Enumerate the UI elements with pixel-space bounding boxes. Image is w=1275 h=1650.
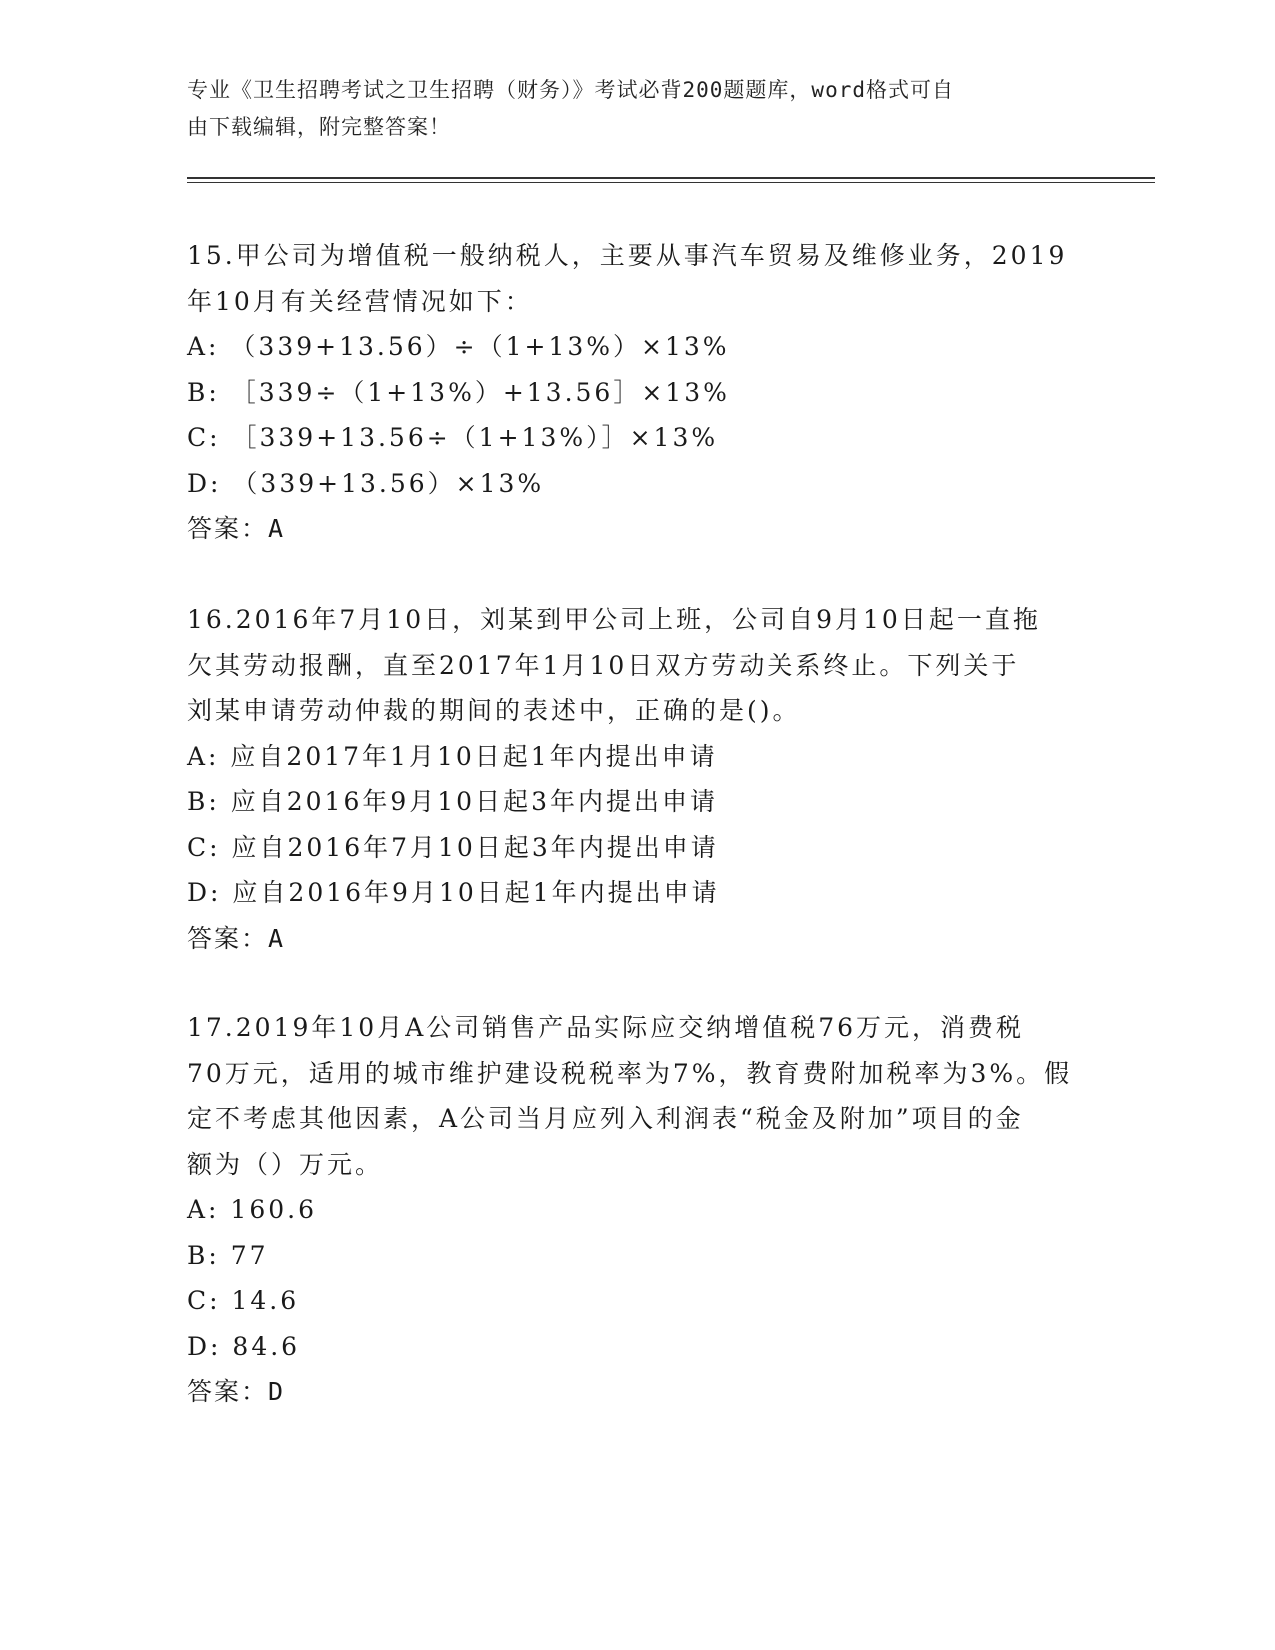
option-b: B: ［339÷（1+13%）+13.56］×13% (187, 377, 730, 407)
option-d: D: （339+13.56）×13% (187, 468, 545, 498)
document-header (187, 72, 1087, 146)
option-d: D: 84.6 (187, 1331, 301, 1361)
question-stem-line: 70万元，适用的城市维护建设税税率为7%，教育费附加税率为3%。假 (187, 1058, 1073, 1088)
header-divider-bottom (187, 182, 1155, 183)
question-stem-line: 17.2019年10月A公司销售产品实际应交纳增值税76万元，消费税 (187, 1013, 1025, 1042)
option-c: C: ［339+13.56÷（1+13%）］×13% (187, 423, 719, 452)
question-stem-line: 16.2016年7月10日，刘某到甲公司上班，公司自9月10日起一直拖 (187, 605, 1041, 634)
question-17 (187, 1005, 1087, 1415)
question-stem-line: 欠其劳动报酬，直至2017年1月10日双方劳动关系终止。下列关于 (187, 650, 1020, 680)
option-a: A: 应自2017年1月10日起1年内提出申请 (187, 741, 718, 771)
answer: 答案：A (187, 923, 286, 953)
question-stem-line: 年10月有关经营情况如下： (187, 286, 533, 316)
option-b: B: 77 (187, 1240, 269, 1270)
question-stem-line: 15.甲公司为增值税一般纳税人，主要从事汽车贸易及维修业务，2019 (187, 241, 1068, 270)
option-a: A: （339+13.56）÷（1+13%）×13% (187, 332, 730, 361)
question-16 (187, 597, 1087, 961)
answer: 答案：D (187, 1377, 286, 1406)
question-stem-line: 额为（）万元。 (187, 1149, 384, 1179)
question-15 (187, 233, 1087, 552)
option-a: A: 160.6 (187, 1195, 317, 1224)
header-divider-top (187, 177, 1155, 179)
question-stem-line: 定不考虑其他因素，A公司当月应列入利润表“税金及附加”项目的金 (187, 1104, 1024, 1133)
header-line-2: 由下载编辑，附完整答案！ (187, 115, 451, 139)
header-line-1: 专业《卫生招聘考试之卫生招聘（财务）》考试必背200题题库，word格式可自 (187, 78, 954, 102)
option-b: B: 应自2016年9月10日起3年内提出申请 (187, 787, 718, 816)
question-stem-line: 刘某申请劳动仲裁的期间的表述中，正确的是()。 (187, 696, 801, 725)
option-c: C: 14.6 (187, 1286, 300, 1315)
option-c: C: 应自2016年7月10日起3年内提出申请 (187, 832, 719, 862)
option-d: D: 应自2016年9月10日起1年内提出申请 (187, 878, 720, 907)
answer: 答案：A (187, 514, 286, 543)
